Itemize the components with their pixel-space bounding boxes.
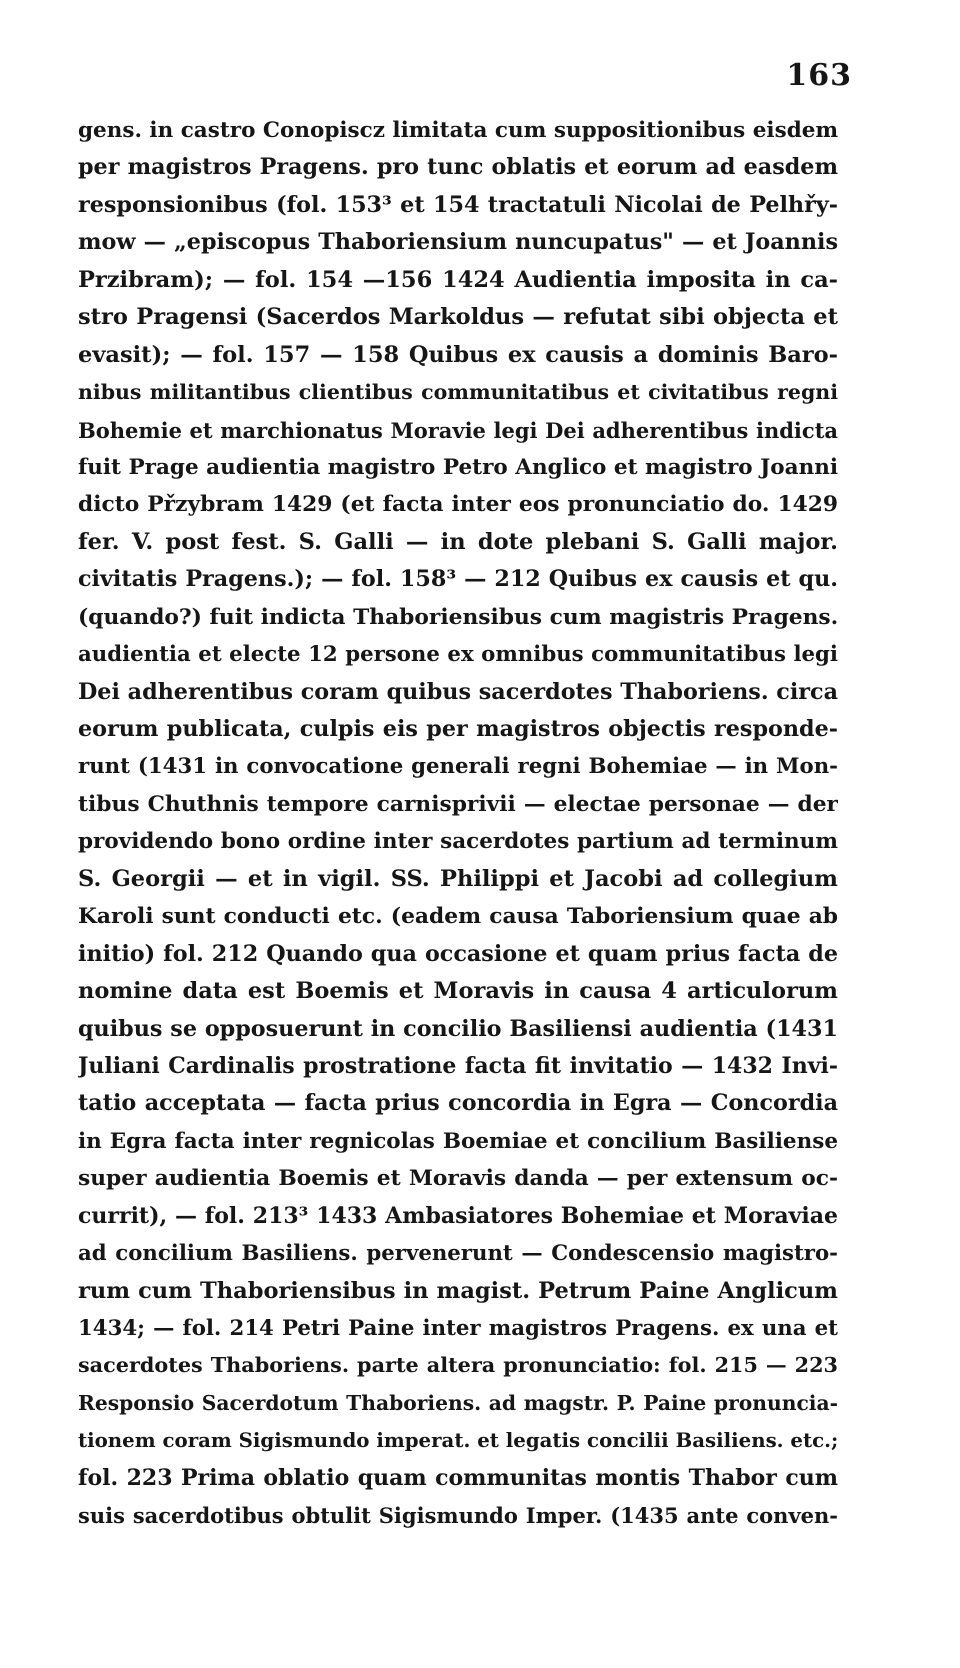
text-line: gens. in castro Conopiscz limitata cum suppositionibus eisdem: [78, 118, 838, 143]
text-line: super audientia Boemis et Moravis danda — per extensum oc-: [78, 1166, 838, 1192]
text-line: Juliani Cardinalis prostratione facta fit invitatio — 1432 Invi-: [78, 1052, 838, 1079]
text-line: tibus Chuthnis tempore carnisprivii — electae personae — der: [78, 791, 838, 817]
text-line: Responsio Sacerdotum Thaboriens. ad magstr. P. Paine pronuncia-: [78, 1390, 838, 1415]
text-line: fuit Prage audientia magistro Petro Anglico et magistro Joanni: [78, 454, 838, 480]
text-line: S. Georgii — et in vigil. SS. Philippi et Jacobi ad collegium: [78, 865, 838, 892]
text-line: currit), — fol. 213³ 1433 Ambasiatores Bohemiae et Moraviae: [78, 1202, 838, 1229]
text-line: in Egra facta inter regnicolas Boemiae et concilium Basiliense: [78, 1128, 838, 1154]
text-line: tatio acceptata — facta prius concordia in Egra — Concordia: [78, 1090, 838, 1117]
text-line: Przibram); — fol. 154 —156 1424 Audientia imposita in ca-: [78, 266, 838, 293]
page-number: 163: [786, 58, 852, 93]
text-line: initio) fol. 212 Quando qua occasione et quam prius facta de: [78, 940, 838, 967]
text-line: 1434; — fol. 214 Petri Paine inter magistros Pragens. ex una et: [78, 1316, 838, 1341]
text-line: Bohemie et marchionatus Moravie legi Dei adherentibus indicta: [78, 417, 838, 443]
text-line: Karoli sunt conducti etc. (eadem causa Taboriensium quae ab: [78, 904, 838, 930]
text-line: audientia et electe 12 persone ex omnibus communitatibus legi: [78, 642, 838, 668]
text-line: eorum publicata, culpis eis per magistros objectis responde-: [78, 716, 838, 742]
text-line: stro Pragensi (Sacerdos Markoldus — refutat sibi objecta et: [78, 304, 838, 331]
text-line: providendo bono ordine inter sacerdotes partium ad terminum: [78, 829, 838, 855]
text-line: quibus se opposuerunt in concilio Basiliensi audientia (1431: [78, 1015, 838, 1042]
text-line: nomine data est Boemis et Moravis in causa 4 articulorum: [78, 978, 838, 1005]
text-line: dicto Přzybram 1429 (et facta inter eos pronunciatio do. 1429: [78, 492, 838, 518]
text-line: (quando?) fuit indicta Thaboriensibus cum magistris Pragens.: [78, 604, 838, 630]
text-line: evasit); — fol. 157 — 158 Quibus ex causis a dominis Baro-: [78, 341, 838, 368]
text-line: civitatis Pragens.); — fol. 158³ — 212 Quibus ex causis et qu.: [78, 566, 838, 593]
text-line: ad concilium Basiliens. pervenerunt — Condescensio magistro-: [78, 1241, 838, 1267]
text-line: mow — „episcopus Thaboriensium nuncupatus" — et Joannis: [78, 229, 838, 256]
text-line: rum cum Thaboriensibus in magist. Petrum Paine Anglicum: [78, 1277, 838, 1304]
body-text: [78, 112, 838, 1535]
text-line: fol. 223 Prima oblatio quam communitas montis Thabor cum: [78, 1464, 838, 1491]
text-line: per magistros Pragens. pro tunc oblatis et eorum ad easdem: [78, 154, 838, 181]
text-line: runt (1431 in convocatione generali regni Bohemiae — in Mon-: [78, 754, 838, 780]
text-line: responsionibus (fol. 153³ et 154 tractatuli Nicolai de Pelhřy-: [78, 191, 838, 218]
text-line: Dei adherentibus coram quibus sacerdotes Thaboriens. circa: [78, 678, 838, 705]
text-line: nibus militantibus clientibus communitatibus et civitatibus regni: [78, 380, 838, 405]
text-line: fer. V. post fest. S. Galli — in dote plebani S. Galli major.: [78, 528, 838, 555]
text-line: suis sacerdotibus obtulit Sigismundo Imper. (1435 ante conven-: [78, 1503, 838, 1529]
text-line: tionem coram Sigismundo imperat. et legatis concilii Basiliens. etc.;: [78, 1428, 838, 1453]
text-line: sacerdotes Thaboriens. parte altera pronunciatio: fol. 215 — 223: [78, 1353, 838, 1378]
